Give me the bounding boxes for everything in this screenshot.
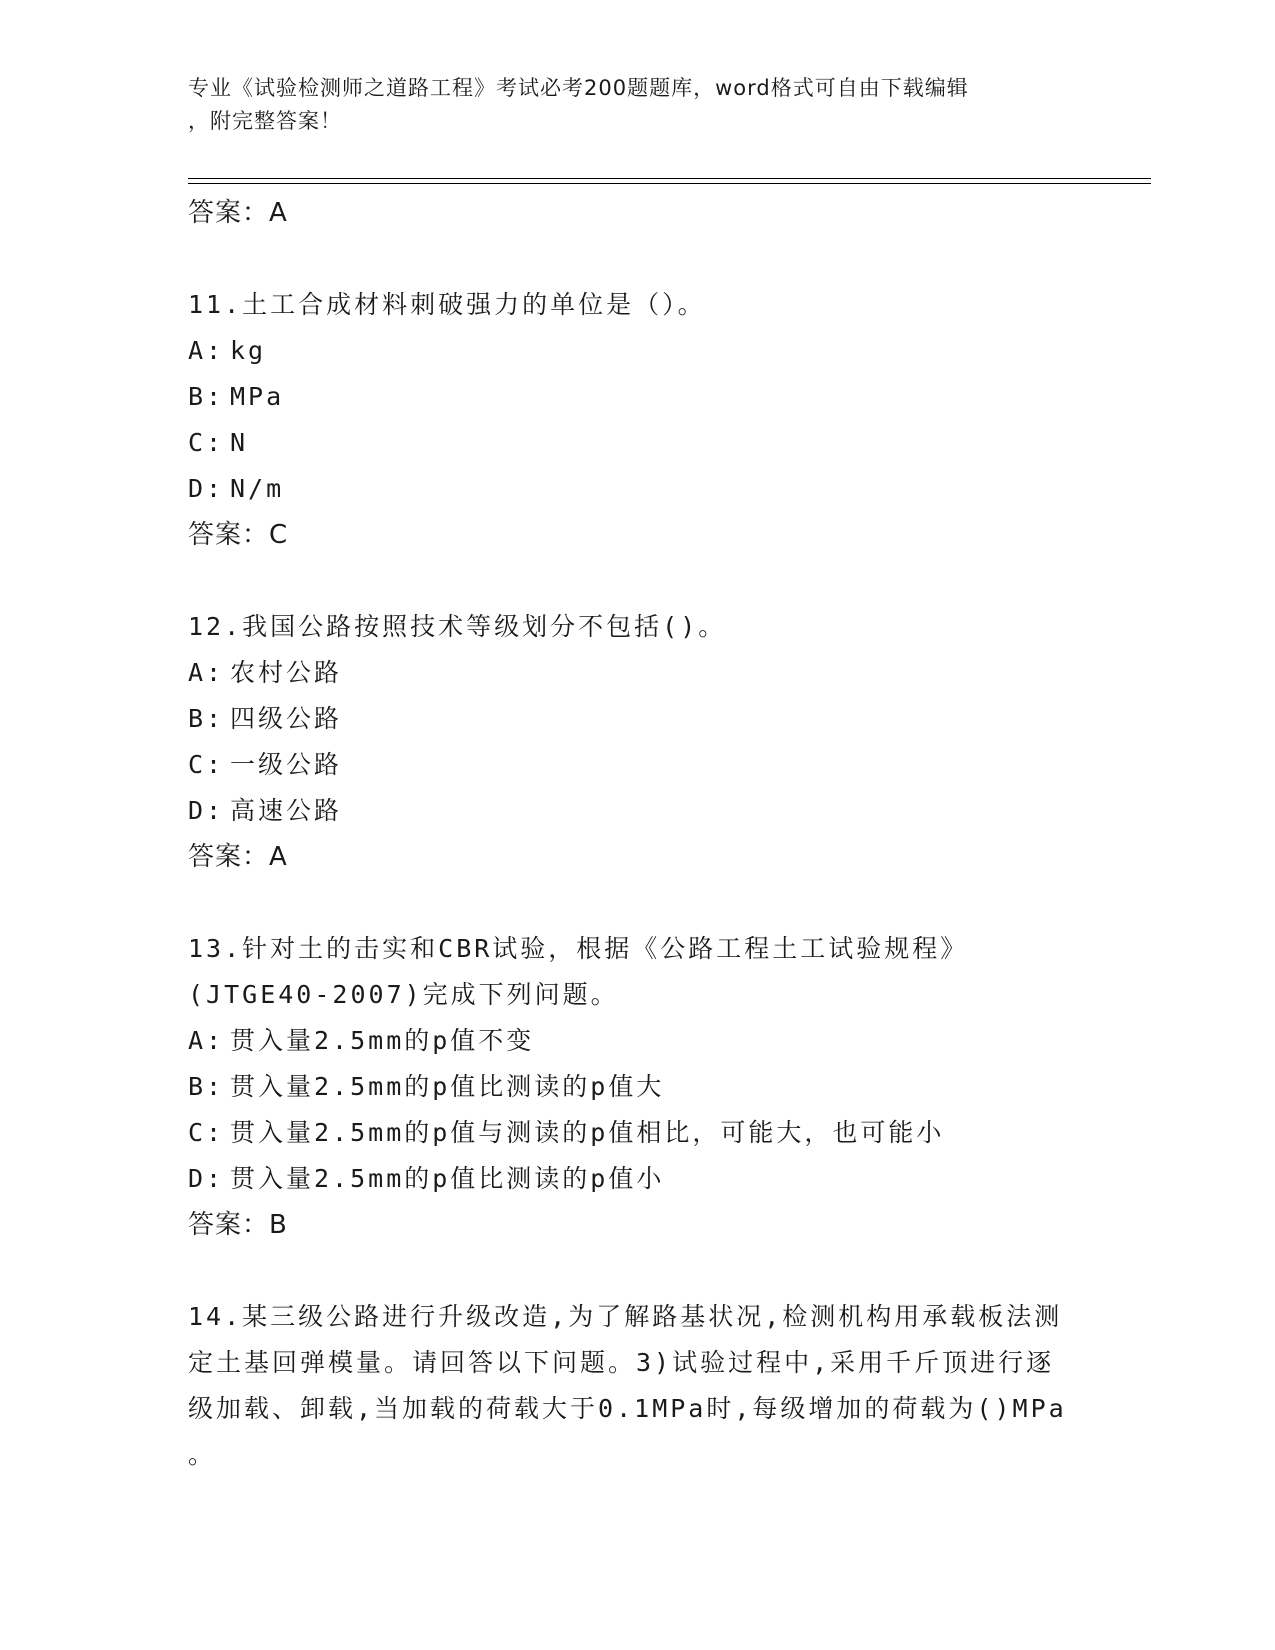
question-13-option-c: [188, 1110, 1088, 1156]
question-14-text-line-4: 。: [188, 1440, 217, 1469]
option-text: 一级公路: [230, 750, 343, 779]
option-letter: D:: [188, 1164, 225, 1193]
option-letter: D:: [188, 474, 225, 503]
question-13-answer: 答案：B: [188, 1210, 288, 1240]
option-letter: B:: [188, 1072, 225, 1101]
option-text: N: [230, 428, 249, 457]
header-divider-bottom: [188, 183, 1151, 184]
question-14: [188, 1294, 1088, 1478]
header-title-line-1: 专业《试验检测师之道路工程》考试必考200题题库，word格式可自由下载编辑: [188, 76, 969, 100]
option-text: kg: [230, 336, 267, 365]
question-13-text-line-1: 13.针对土的击实和CBR试验，根据《公路工程土工试验规程》: [188, 934, 969, 963]
spacer: [188, 880, 1088, 926]
option-letter: C:: [188, 428, 225, 457]
question-11-option-d: [188, 466, 1088, 512]
option-text: N/m: [230, 474, 285, 503]
option-letter: A:: [188, 1026, 225, 1055]
question-13-option-d: [188, 1156, 1088, 1202]
option-letter: A:: [188, 658, 225, 687]
question-13-option-a: [188, 1018, 1088, 1064]
spacer: [188, 236, 1088, 282]
spacer: [188, 558, 1088, 604]
question-14-text-line-3: 级加载、卸载,当加载的荷载大于0.1MPa时,每级增加的荷载为()MPa: [188, 1394, 1067, 1423]
question-12-answer: 答案：A: [188, 842, 288, 872]
question-13-text-line-2: (JTGE40-2007)完成下列问题。: [188, 980, 619, 1009]
question-13-option-b: [188, 1064, 1088, 1110]
question-12-option-d: [188, 788, 1088, 834]
option-letter: C:: [188, 750, 225, 779]
question-14-text-line-2: 定土基回弹模量。请回答以下问题。3)试验过程中,采用千斤顶进行逐: [188, 1348, 1055, 1377]
option-text: 贯入量2.5mm的p值不变: [230, 1026, 535, 1055]
question-12-option-a: [188, 650, 1088, 696]
question-14-text-line-1: 14.某三级公路进行升级改造,为了解路基状况,检测机构用承载板法测: [188, 1302, 1063, 1331]
option-text: 贯入量2.5mm的p值与测读的p值相比，可能大，也可能小: [230, 1118, 945, 1147]
header-divider-top: [188, 178, 1151, 179]
question-12-option-b: [188, 696, 1088, 742]
option-letter: A:: [188, 336, 225, 365]
option-letter: D:: [188, 796, 225, 825]
question-11-answer: 答案：C: [188, 520, 289, 550]
answer-previous: 答案：A: [188, 198, 288, 228]
option-letter: C:: [188, 1118, 225, 1147]
option-text: MPa: [230, 382, 285, 411]
question-11: [188, 282, 1088, 558]
document-header: [188, 72, 1068, 138]
spacer: [188, 1248, 1088, 1294]
question-11-option-b: [188, 374, 1088, 420]
question-list: [188, 190, 1088, 1478]
option-text: 贯入量2.5mm的p值比测读的p值小: [230, 1164, 665, 1193]
question-12-text: 12.我国公路按照技术等级划分不包括()。: [188, 612, 727, 641]
option-letter: B:: [188, 704, 225, 733]
question-12: [188, 604, 1088, 880]
option-text: 四级公路: [230, 704, 343, 733]
question-11-text: 11.土工合成材料刺破强力的单位是（）。: [188, 290, 706, 319]
option-letter: B:: [188, 382, 225, 411]
question-11-option-a: [188, 328, 1088, 374]
option-text: 农村公路: [230, 658, 343, 687]
question-11-option-c: [188, 420, 1088, 466]
option-text: 贯入量2.5mm的p值比测读的p值大: [230, 1072, 665, 1101]
header-title-line-2: ，附完整答案！: [188, 109, 342, 133]
question-13: [188, 926, 1088, 1248]
option-text: 高速公路: [230, 796, 343, 825]
question-12-option-c: [188, 742, 1088, 788]
